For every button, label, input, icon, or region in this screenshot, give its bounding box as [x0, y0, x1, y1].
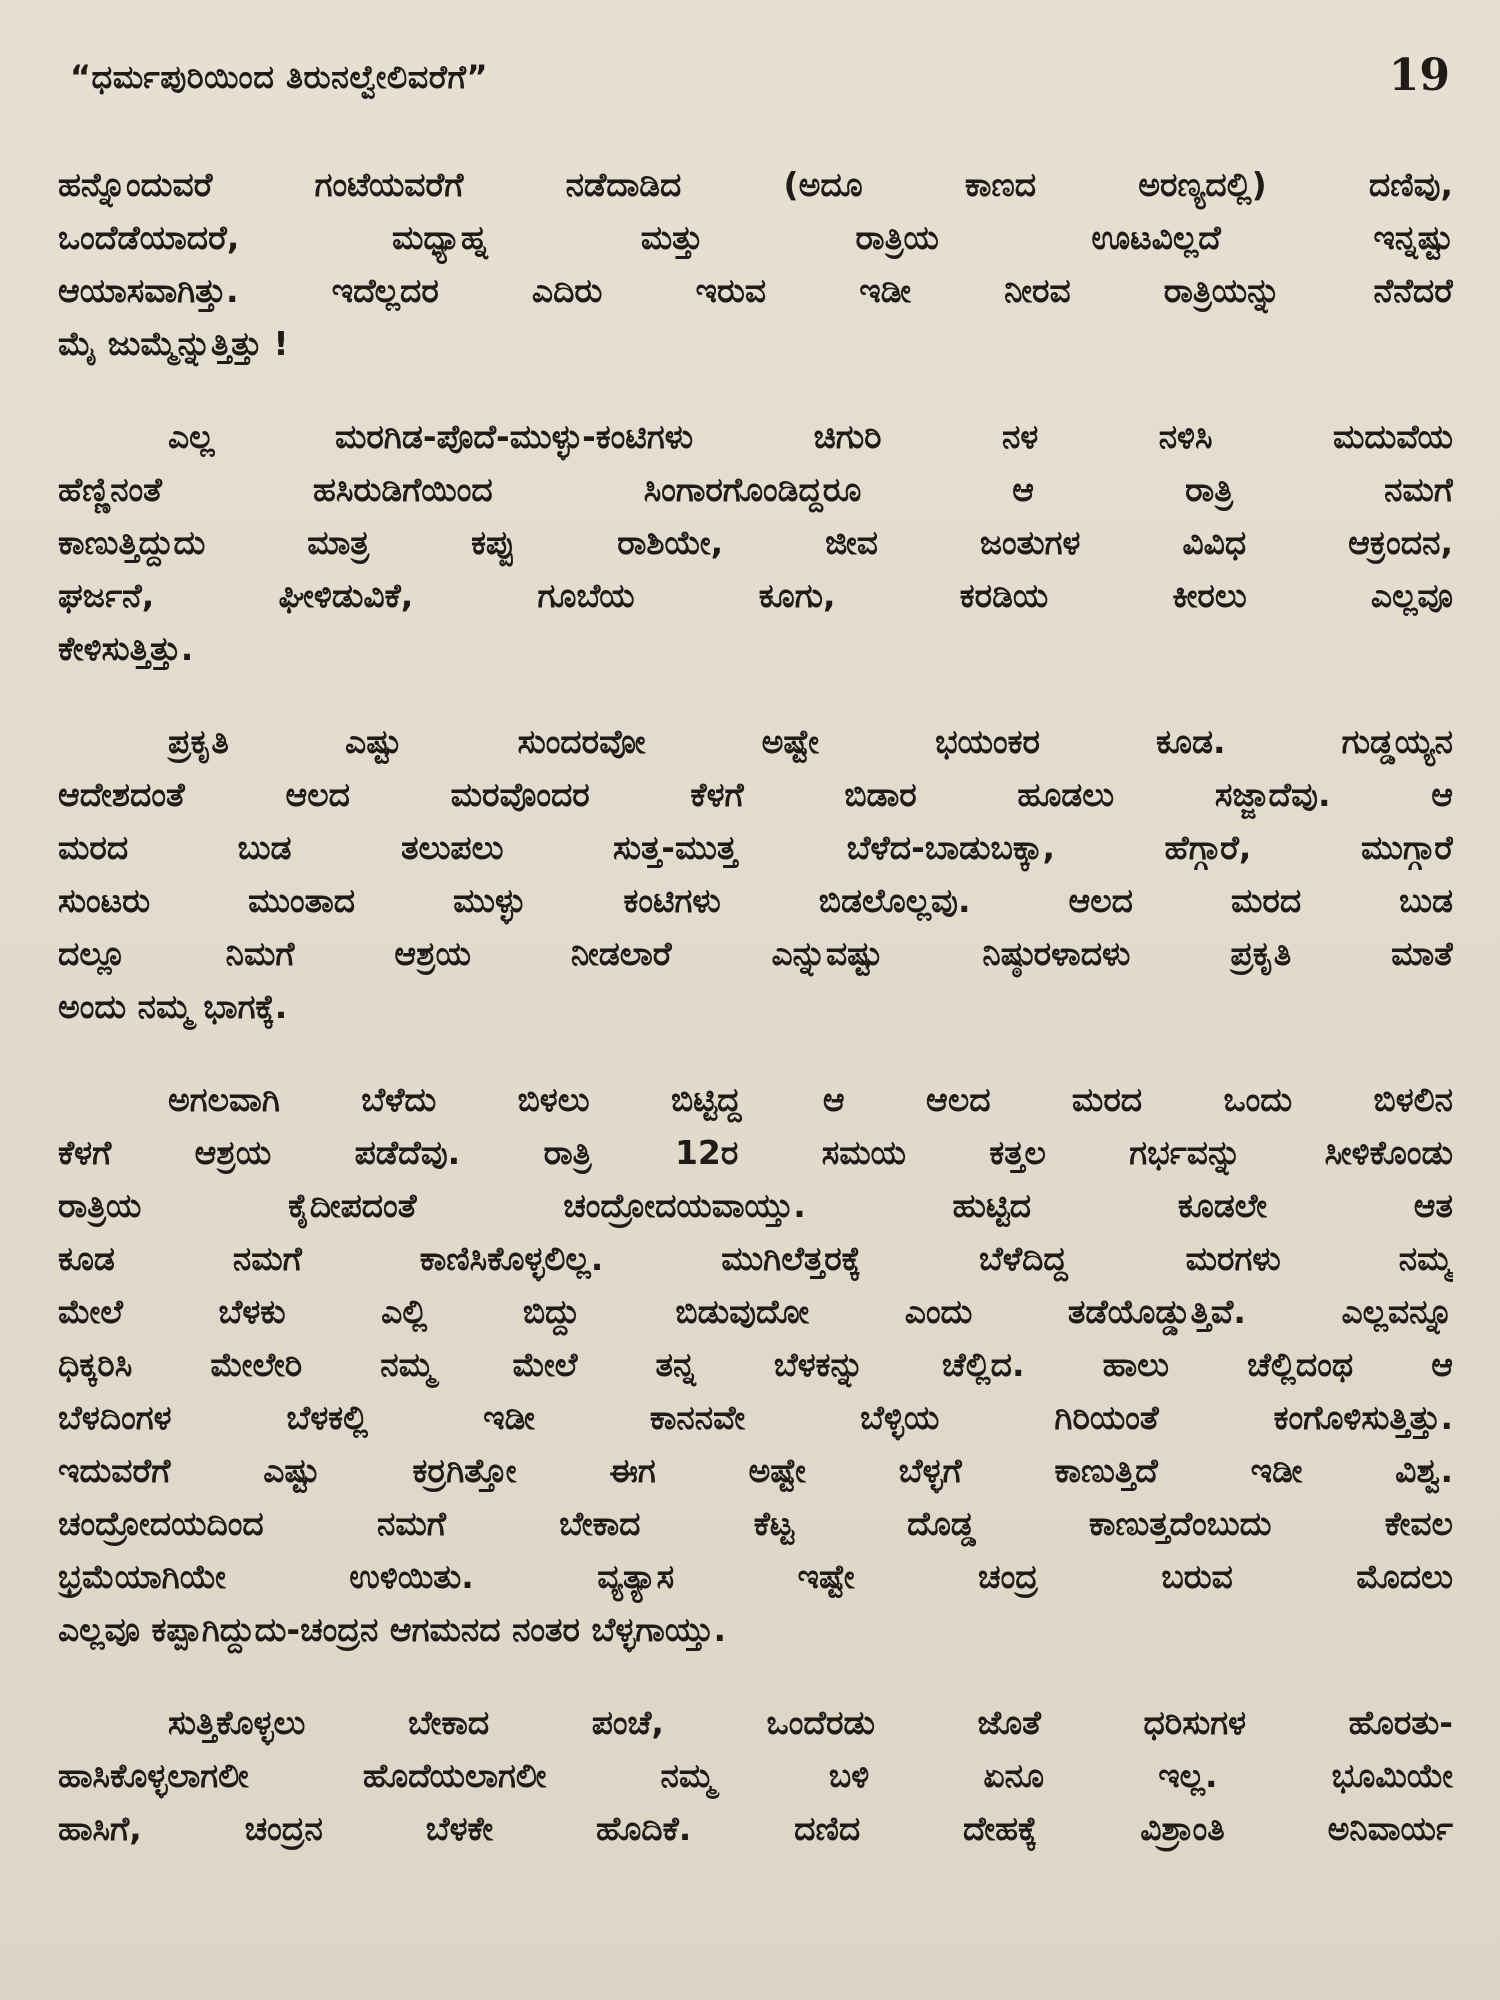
text-line: ಬೆಳದಿಂಗಳ ಬೆಳಕಲ್ಲಿ ಇಡೀ ಕಾನನವೇ ಬೆಳ್ಳಿಯ ಗಿರಿಯಂತೆ ಕಂಗೊಳಿಸುತ್ತಿತ್ತು. [58, 1398, 1453, 1437]
paragraph [58, 1073, 1453, 1656]
text-line: ಎಲ್ಲ ಮರಗಿಡ-ಪೊದೆ-ಮುಳ್ಳು-ಕಂಟಿಗಳು ಚಿಗುರಿ ನಳ ನಳಿಸಿ ಮದುವೆಯ [168, 417, 1453, 456]
text-line: ದಲ್ಲೂ ನಿಮಗೆ ಆಶ್ರಯ ನೀಡಲಾರೆ ಎನ್ನುವಷ್ಟು ನಿಷ್ಠುರಳಾದಳು ಪ್ರಕೃತಿ ಮಾತೆ [58, 934, 1453, 973]
text-line: ಘರ್ಜನೆ, ಘೀಳಿಡುವಿಕೆ, ಗೂಬೆಯ ಕೂಗು, ಕರಡಿಯ ಕೀರಲು ಎಲ್ಲವೂ [58, 576, 1453, 615]
paragraph [58, 410, 1453, 675]
text-line: ಮೇಲೆ ಬೆಳಕು ಎಲ್ಲಿ ಬಿದ್ದು ಬಿಡುವುದೋ ಎಂದು ತಡೆಯೊಡ್ಡುತ್ತಿವೆ. ಎಲ್ಲವನ್ನೂ [58, 1292, 1453, 1331]
text-line: ಅಗಲವಾಗಿ ಬೆಳೆದು ಬಿಳಲು ಬಿಟ್ಟಿದ್ದ ಆ ಆಲದ ಮರದ ಒಂದು ಬಿಳಲಿನ [168, 1080, 1453, 1119]
text-line: ಕೂಡ ನಮಗೆ ಕಾಣಿಸಿಕೊಳ್ಳಲಿಲ್ಲ. ಮುಗಿಲೆತ್ತರಕ್ಕೆ ಬೆಳೆದಿದ್ದ ಮರಗಳು ನಮ್ಮ [58, 1239, 1453, 1278]
text-line: ಪ್ರಕೃತಿ ಎಷ್ಟು ಸುಂದರವೋ ಅಷ್ಟೇ ಭಯಂಕರ ಕೂಡ. ಗುಡ್ಡಯ್ಯನ [168, 722, 1453, 761]
text-line: ಭ್ರಮೆಯಾಗಿಯೇ ಉಳಿಯಿತು. ವ್ಯತ್ಯಾಸ ಇಷ್ಟೇ ಚಂದ್ರ ಬರುವ ಮೊದಲು [58, 1557, 1453, 1596]
text-line: ಅಂದು ನಮ್ಮ ಭಾಗಕ್ಕೆ. [58, 987, 288, 1026]
text-line: ಮರದ ಬುಡ ತಲುಪಲು ಸುತ್ತ-ಮುತ್ತ ಬೆಳೆದ-ಬಾಡುಬಕ್ಕಾ, ಹೆಗ್ಗಾರೆ, ಮುಗ್ಗಾರೆ [58, 828, 1453, 867]
text-line: ಕೆಳಗೆ ಆಶ್ರಯ ಪಡೆದೆವು. ರಾತ್ರಿ 12ರ ಸಮಯ ಕತ್ತಲ ಗರ್ಭವನ್ನು ಸೀಳಿಕೊಂಡು [58, 1133, 1453, 1172]
text-line: ಹಾಸಿಕೊಳ್ಳಲಾಗಲೀ ಹೊದೆಯಲಾಗಲೀ ನಮ್ಮ ಬಳಿ ಏನೂ ಇಲ್ಲ. ಭೂಮಿಯೇ [58, 1756, 1453, 1795]
text-line: ಕಾಣುತ್ತಿದ್ದುದು ಮಾತ್ರ ಕಪ್ಪು ರಾಶಿಯೇ, ಜೀವ ಜಂತುಗಳ ವಿವಿಧ ಆಕ್ರಂದನ, [58, 523, 1453, 562]
text-line: ಚಂದ್ರೋದಯದಿಂದ ನಮಗೆ ಬೇಕಾದ ಕೆಟ್ಟ ದೊಡ್ಡ ಕಾಣುತ್ತದೆಂಬುದು ಕೇವಲ [58, 1504, 1453, 1543]
page-number: 19 [1388, 50, 1450, 101]
text-line: ಇದುವರೆಗೆ ಎಷ್ಟು ಕರ್ರಗಿತ್ತೋ ಈಗ ಅಷ್ಟೇ ಬೆಳ್ಳಗೆ ಕಾಣುತ್ತಿದೆ ಇಡೀ ವಿಶ್ವ. [58, 1451, 1453, 1490]
text-line: ಎಲ್ಲವೂ ಕಪ್ಪಾಗಿದ್ದುದು-ಚಂದ್ರನ ಆಗಮನದ ನಂತರ ಬೆಳ್ಳಗಾಯ್ತು. [58, 1610, 727, 1649]
text-line: ಹೆಣ್ಣಿನಂತೆ ಹಸಿರುಡಿಗೆಯಿಂದ ಸಿಂಗಾರಗೊಂಡಿದ್ದರೂ ಆ ರಾತ್ರಿ ನಮಗೆ [58, 470, 1453, 509]
paragraph [58, 715, 1453, 1033]
text-line: ಆಯಾಸವಾಗಿತ್ತು. ಇದೆಲ್ಲದರ ಎದಿರು ಇರುವ ಇಡೀ ನೀರವ ರಾತ್ರಿಯನ್ನು ನೆನೆದರೆ [58, 271, 1453, 310]
body-text [58, 158, 1453, 1895]
text-line: ಕೇಳಿಸುತ್ತಿತ್ತು. [58, 629, 194, 668]
text-line: ಆದೇಶದಂತೆ ಆಲದ ಮರವೊಂದರ ಕೆಳಗೆ ಬಿಡಾರ ಹೂಡಲು ಸಜ್ಜಾದೆವು. ಆ [58, 775, 1453, 814]
text-line: ಮೈ ಜುಮ್ಮೆನ್ನುತ್ತಿತ್ತು ! [58, 324, 289, 363]
paragraph [58, 158, 1453, 370]
text-line: ಸುಂಟರು ಮುಂತಾದ ಮುಳ್ಳು ಕಂಟಿಗಳು ಬಿಡಲೊಲ್ಲವು. ಆಲದ ಮರದ ಬುಡ [58, 881, 1453, 920]
text-line: ಧಿಕ್ಕರಿಸಿ ಮೇಲೇರಿ ನಮ್ಮ ಮೇಲೆ ತನ್ನ ಬೆಳಕನ್ನು ಚೆಲ್ಲಿದ. ಹಾಲು ಚೆಲ್ಲಿದಂಥ ಆ [58, 1345, 1453, 1384]
text-line: ಹನ್ನೊಂದುವರೆ ಗಂಟೆಯವರೆಗೆ ನಡೆದಾಡಿದ (ಅದೂ ಕಾಣದ ಅರಣ್ಯದಲ್ಲಿ) ದಣಿವು, [58, 165, 1453, 204]
paragraph [58, 1696, 1453, 1855]
text-line: ಸುತ್ತಿಕೊಳ್ಳಲು ಬೇಕಾದ ಪಂಚೆ, ಒಂದೆರಡು ಜೊತೆ ಧರಿಸುಗಳ ಹೊರತು- [168, 1703, 1453, 1742]
running-title: “ಧರ್ಮಪುರಿಯಿಂದ ತಿರುನಲ್ವೇಲಿವರೆಗೆ” [70, 58, 489, 96]
text-line: ಹಾಸಿಗೆ, ಚಂದ್ರನ ಬೆಳಕೇ ಹೊದಿಕೆ. ದಣಿದ ದೇಹಕ್ಕೆ ವಿಶ್ರಾಂತಿ ಅನಿವಾರ್ಯ [58, 1809, 1453, 1848]
text-line: ರಾತ್ರಿಯ ಕೈದೀಪದಂತೆ ಚಂದ್ರೋದಯವಾಯ್ತು. ಹುಟ್ಟಿದ ಕೂಡಲೇ ಆತ [58, 1186, 1453, 1225]
page-header [70, 50, 1450, 118]
text-line: ಒಂದೆಡೆಯಾದರೆ, ಮಧ್ಯಾಹ್ನ ಮತ್ತು ರಾತ್ರಿಯ ಊಟವಿಲ್ಲದೆ ಇನ್ನಷ್ಟು [58, 218, 1453, 257]
